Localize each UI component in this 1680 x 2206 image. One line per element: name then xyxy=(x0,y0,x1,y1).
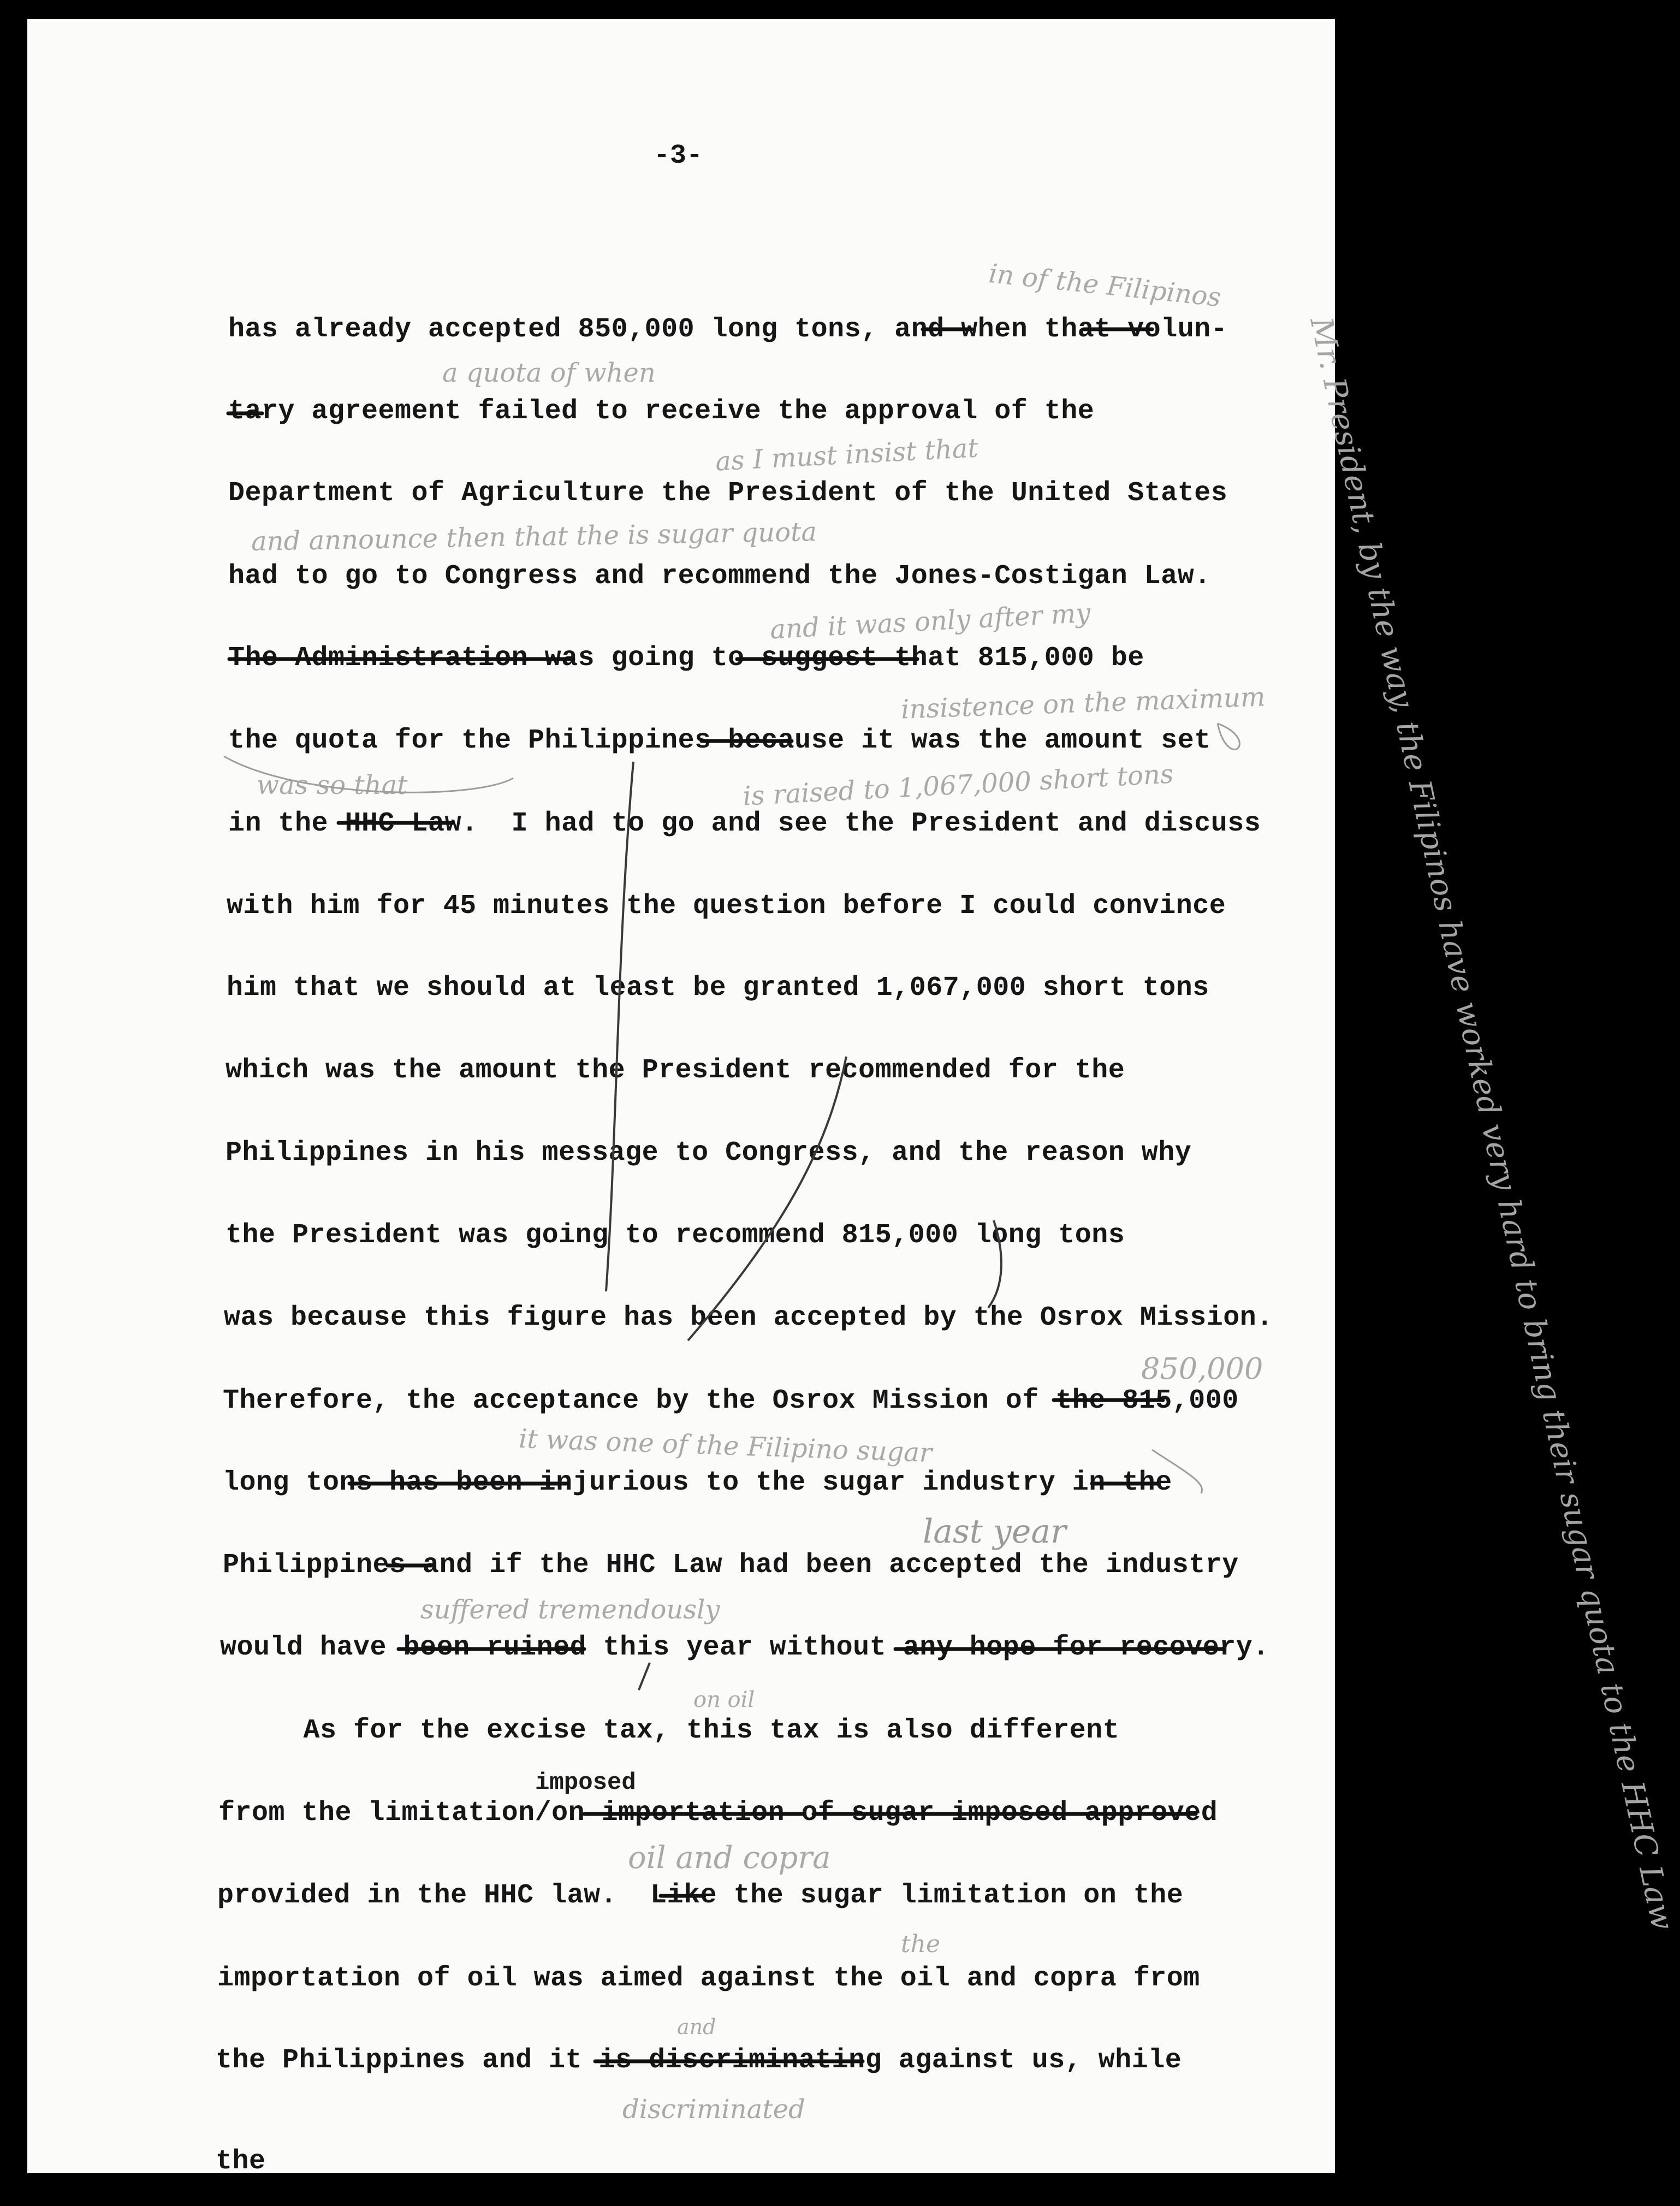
handwritten-note: and announce then that the is sugar quota xyxy=(251,516,817,558)
handwritten-note: a quota of when xyxy=(442,358,656,388)
text-line: the quota for the Philippines because it was the amount set xyxy=(228,725,1211,756)
handwritten-note: oil and copra xyxy=(628,1840,831,1876)
text-line: the xyxy=(216,2146,266,2177)
text-line: him that we should at least be granted 1,067,000 short tons xyxy=(227,972,1209,1004)
handwritten-note: the xyxy=(901,1930,941,1958)
handwritten-note: was so that xyxy=(257,770,408,800)
handwritten-note: and it was only after my xyxy=(769,597,1091,645)
handwritten-note: as I must insist that xyxy=(714,432,979,477)
text-line: in the HHC Law. I had to go and see the President and discuss xyxy=(228,808,1261,839)
text-line: the President was going to recommend 815,000 long tons xyxy=(225,1220,1125,1251)
handwritten-note: 850,000 xyxy=(1141,1351,1263,1386)
handwritten-note: discriminated xyxy=(622,2094,805,2125)
text-line: was because this figure has been accepted by the Osrox Mission. xyxy=(224,1302,1273,1333)
text-line: the Philippines and it is discriminating against us, while xyxy=(216,2045,1182,2076)
typed-insertion: imposed xyxy=(535,1769,636,1796)
text-line: had to go to Congress and recommend the Jones-Costigan Law. xyxy=(228,561,1211,592)
page-number: -3- xyxy=(654,140,703,171)
handwritten-note: it was one of the Filipino sugar xyxy=(518,1423,933,1469)
handwritten-note: on oil xyxy=(693,1687,755,1712)
handwritten-note: and xyxy=(677,2015,716,2039)
margin-handwritten-note: Mr. President, by the way, the Filipinos have worked very hard to bring their sugar quota to the HHC Law xyxy=(1303,314,1680,1934)
text-line: provided in the HHC law. Like the sugar limitation on the xyxy=(217,1880,1184,1911)
pen-strike-marks xyxy=(27,19,1335,2173)
text-line: would have been ruined this year without any hope for recovery. xyxy=(220,1632,1269,1663)
text-line: importation of oil was aimed against the oil and copra from xyxy=(217,1963,1200,1994)
text-line: with him for 45 minutes the question before I could convince xyxy=(227,891,1226,922)
text-line: Philippines and if the HHC Law had been accepted the industry xyxy=(223,1550,1239,1581)
text-line: has already accepted 850,000 long tons, and when that volun- xyxy=(228,314,1228,345)
handwritten-note: insistence on the maximum xyxy=(900,681,1266,725)
text-line: from the limitation/on importation of sugar imposed approved xyxy=(218,1798,1218,1829)
handwritten-note: is raised to 1,067,000 short tons xyxy=(742,758,1174,812)
text-line: Philippines in his message to Congress, and the reason why xyxy=(225,1137,1192,1169)
document-page xyxy=(27,19,1680,2177)
handwritten-note: last year xyxy=(923,1513,1066,1551)
text-line: Therefore, the acceptance by the Osrox Mission of the 815,000 xyxy=(223,1385,1239,1416)
text-line: which was the amount the President recommended for the xyxy=(225,1055,1125,1086)
handwritten-note: in of the Filipinos xyxy=(987,258,1222,313)
text-line: As for the excise tax, this tax is also different xyxy=(220,1715,1120,1746)
text-line: The Administration was going to suggest that 815,000 be xyxy=(228,643,1144,674)
text-line: tary agreement failed to receive the approval of the xyxy=(228,396,1095,427)
text-line: long tons has been injurious to the sugar industry in the xyxy=(223,1467,1172,1498)
handwritten-note: suffered tremendously xyxy=(420,1594,720,1625)
text-line: Department of Agriculture the President of the United States xyxy=(228,478,1228,509)
